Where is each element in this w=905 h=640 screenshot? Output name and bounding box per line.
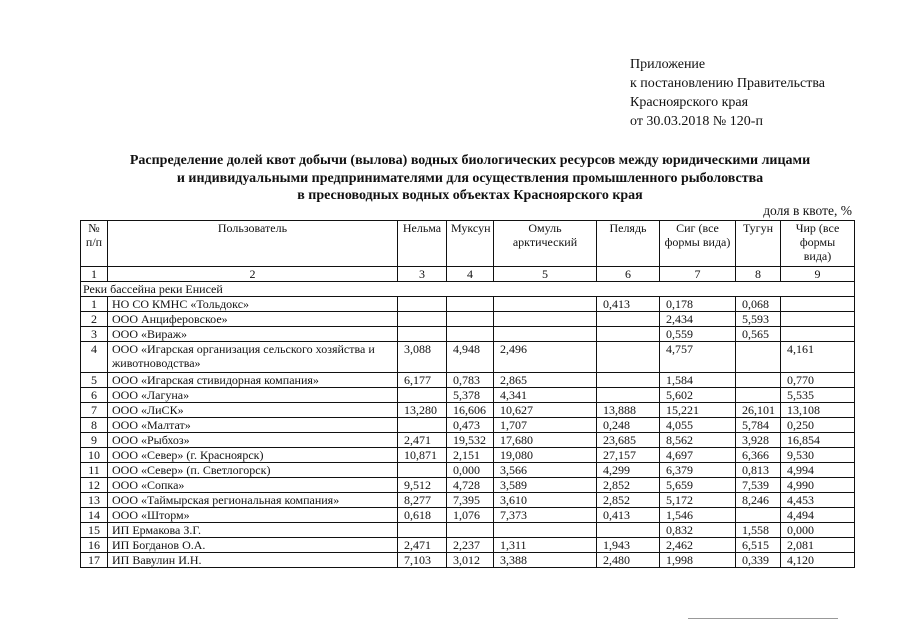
row-muksun: [447, 297, 494, 312]
row-tugun: 3,928: [736, 433, 781, 448]
index-cell: 1: [81, 267, 108, 282]
row-nelma: 0,618: [398, 508, 447, 523]
index-cell: 6: [597, 267, 660, 282]
row-muksun: [447, 327, 494, 342]
section-label: Реки бассейна реки Енисей: [81, 282, 855, 297]
row-omul: 3,566: [494, 463, 597, 478]
row-chir: 4,994: [781, 463, 855, 478]
table-row: [81, 538, 855, 553]
row-nelma: 2,471: [398, 433, 447, 448]
row-user: ООО «Шторм»: [108, 508, 398, 523]
quota-table: [80, 220, 855, 568]
row-user: ООО «Север» (г. Красноярск): [108, 448, 398, 463]
title-line-3: в пресноводных водных объектах Красноярского края: [297, 188, 643, 203]
row-muksun: 0,000: [447, 463, 494, 478]
row-omul: 17,680: [494, 433, 597, 448]
row-peled: 27,157: [597, 448, 660, 463]
row-peled: 13,888: [597, 403, 660, 418]
row-omul: 3,388: [494, 553, 597, 568]
header-tugun: Тугун: [736, 221, 781, 267]
row-user: ИП Вавулин И.Н.: [108, 553, 398, 568]
index-cell: 4: [447, 267, 494, 282]
row-omul: [494, 327, 597, 342]
row-chir: 0,250: [781, 418, 855, 433]
row-omul: [494, 523, 597, 538]
index-cell: 3: [398, 267, 447, 282]
index-cell: 5: [494, 267, 597, 282]
row-num: 16: [81, 538, 108, 553]
row-num: 3: [81, 327, 108, 342]
row-muksun: 0,473: [447, 418, 494, 433]
row-tugun: 0,068: [736, 297, 781, 312]
row-user: ООО «Вираж»: [108, 327, 398, 342]
row-omul: [494, 312, 597, 327]
row-sig: 5,659: [660, 478, 736, 493]
row-tugun: 1,558: [736, 523, 781, 538]
row-sig: 4,697: [660, 448, 736, 463]
index-cell: 2: [108, 267, 398, 282]
row-tugun: 26,101: [736, 403, 781, 418]
title-line-2: и индивидуальными предпринимателями для осуществления промышленного рыболовства: [176, 170, 764, 186]
row-user: ООО «Рыбхоз»: [108, 433, 398, 448]
row-chir: 16,854: [781, 433, 855, 448]
row-user: ООО «Игарская организация сельского хозяйства и животноводства»: [108, 342, 398, 373]
row-user: ООО «Север» (п. Светлогорск): [108, 463, 398, 478]
row-sig: 15,221: [660, 403, 736, 418]
table-row: [81, 388, 855, 403]
table-row: [81, 448, 855, 463]
row-num: 1: [81, 297, 108, 312]
row-tugun: [736, 508, 781, 523]
row-chir: 9,530: [781, 448, 855, 463]
row-tugun: 5,784: [736, 418, 781, 433]
row-muksun: 0,783: [447, 373, 494, 388]
row-tugun: 0,339: [736, 553, 781, 568]
row-user: ООО «Игарская стивидорная компания»: [108, 373, 398, 388]
row-num: 8: [81, 418, 108, 433]
row-omul: 2,865: [494, 373, 597, 388]
row-num: 15: [81, 523, 108, 538]
row-nelma: 6,177: [398, 373, 447, 388]
row-omul: 3,589: [494, 478, 597, 493]
row-tugun: [736, 342, 781, 373]
table-row: [81, 493, 855, 508]
row-tugun: 7,539: [736, 478, 781, 493]
row-chir: 4,494: [781, 508, 855, 523]
index-cell: 7: [660, 267, 736, 282]
appendix-line-1: Приложение: [630, 57, 706, 72]
row-tugun: 5,593: [736, 312, 781, 327]
header-nelma: Нельма: [398, 221, 447, 267]
row-peled: 0,248: [597, 418, 660, 433]
row-muksun: 19,532: [447, 433, 494, 448]
row-peled: 0,413: [597, 297, 660, 312]
row-sig: 8,562: [660, 433, 736, 448]
row-peled: 0,413: [597, 508, 660, 523]
row-omul: 3,610: [494, 493, 597, 508]
index-row: [81, 267, 855, 282]
appendix-line-2: к постановлению Правительства: [630, 76, 826, 91]
row-user: ООО «Сопка»: [108, 478, 398, 493]
row-tugun: 6,366: [736, 448, 781, 463]
row-muksun: 4,948: [447, 342, 494, 373]
row-sig: 1,998: [660, 553, 736, 568]
table-row: [81, 297, 855, 312]
row-muksun: 16,606: [447, 403, 494, 418]
row-peled: 4,299: [597, 463, 660, 478]
row-num: 11: [81, 463, 108, 478]
row-sig: 2,462: [660, 538, 736, 553]
row-tugun: [736, 388, 781, 403]
header-peled: Пелядь: [597, 221, 660, 267]
row-num: 9: [81, 433, 108, 448]
table-row: [81, 342, 855, 373]
row-user: ООО «Лагуна»: [108, 388, 398, 403]
row-peled: [597, 342, 660, 373]
row-sig: 0,178: [660, 297, 736, 312]
row-peled: 23,685: [597, 433, 660, 448]
appendix-line-3: Красноярского края: [630, 95, 749, 110]
row-nelma: 10,871: [398, 448, 447, 463]
table-row: [81, 553, 855, 568]
row-num: 6: [81, 388, 108, 403]
table-row: [81, 373, 855, 388]
row-user: ООО «Малтат»: [108, 418, 398, 433]
row-muksun: [447, 312, 494, 327]
row-tugun: 8,246: [736, 493, 781, 508]
row-nelma: 8,277: [398, 493, 447, 508]
table-row: [81, 463, 855, 478]
table-row: [81, 523, 855, 538]
index-cell: 8: [736, 267, 781, 282]
row-omul: [494, 297, 597, 312]
row-peled: 2,852: [597, 493, 660, 508]
row-omul: 19,080: [494, 448, 597, 463]
row-omul: 4,341: [494, 388, 597, 403]
row-user: НО СО КМНС «Тольдокс»: [108, 297, 398, 312]
row-nelma: [398, 388, 447, 403]
row-tugun: [736, 373, 781, 388]
row-sig: 0,832: [660, 523, 736, 538]
row-omul: 1,311: [494, 538, 597, 553]
header-muksun: Муксун: [447, 221, 494, 267]
row-omul: 1,707: [494, 418, 597, 433]
row-nelma: 7,103: [398, 553, 447, 568]
row-user: ИП Богданов О.А.: [108, 538, 398, 553]
row-sig: 0,559: [660, 327, 736, 342]
row-muksun: 3,012: [447, 553, 494, 568]
row-peled: 1,943: [597, 538, 660, 553]
row-sig: 5,602: [660, 388, 736, 403]
row-num: 12: [81, 478, 108, 493]
row-nelma: 3,088: [398, 342, 447, 373]
document-title: [20, 152, 905, 205]
row-sig: 2,434: [660, 312, 736, 327]
row-chir: [781, 327, 855, 342]
row-sig: 1,546: [660, 508, 736, 523]
row-sig: 4,055: [660, 418, 736, 433]
table-row: [81, 418, 855, 433]
row-nelma: 2,471: [398, 538, 447, 553]
row-num: 14: [81, 508, 108, 523]
table-row: [81, 508, 855, 523]
row-nelma: [398, 463, 447, 478]
row-chir: 0,770: [781, 373, 855, 388]
units-label: доля в квоте, %: [763, 203, 852, 218]
row-muksun: 4,728: [447, 478, 494, 493]
appendix-line-4: от 30.03.2018 № 120-п: [630, 114, 763, 129]
row-nelma: 13,280: [398, 403, 447, 418]
header-sig: Сиг (все формы вида): [660, 221, 736, 267]
row-omul: 10,627: [494, 403, 597, 418]
row-sig: 1,584: [660, 373, 736, 388]
header-omul: Омуль арктический: [494, 221, 597, 267]
row-num: 5: [81, 373, 108, 388]
row-chir: [781, 312, 855, 327]
row-nelma: [398, 312, 447, 327]
row-user: ООО «Таймырская региональная компания»: [108, 493, 398, 508]
row-omul: 7,373: [494, 508, 597, 523]
row-muksun: 5,378: [447, 388, 494, 403]
row-omul: 2,496: [494, 342, 597, 373]
row-nelma: [398, 327, 447, 342]
row-num: 13: [81, 493, 108, 508]
row-nelma: [398, 297, 447, 312]
row-tugun: 0,813: [736, 463, 781, 478]
row-peled: [597, 388, 660, 403]
header-num: № п/п: [81, 221, 108, 267]
row-nelma: [398, 418, 447, 433]
page-footer-line: [688, 618, 838, 635]
row-num: 17: [81, 553, 108, 568]
row-chir: 4,161: [781, 342, 855, 373]
row-user: ООО Анциферовское»: [108, 312, 398, 327]
row-muksun: 2,151: [447, 448, 494, 463]
row-peled: [597, 312, 660, 327]
row-chir: 4,990: [781, 478, 855, 493]
row-sig: 6,379: [660, 463, 736, 478]
title-line-1: Распределение долей квот добычи (вылова) водных биологических ресурсов между юридическими лицами: [129, 153, 811, 168]
section-row: [81, 282, 855, 297]
row-nelma: [398, 523, 447, 538]
row-nelma: 9,512: [398, 478, 447, 493]
row-peled: 2,480: [597, 553, 660, 568]
header-row: [81, 221, 855, 267]
table-row: [81, 312, 855, 327]
table-row: [81, 478, 855, 493]
row-muksun: [447, 523, 494, 538]
row-chir: 4,120: [781, 553, 855, 568]
row-peled: [597, 327, 660, 342]
row-chir: 2,081: [781, 538, 855, 553]
row-muksun: 7,395: [447, 493, 494, 508]
row-chir: 4,453: [781, 493, 855, 508]
row-num: 4: [81, 342, 108, 373]
appendix-block: [630, 55, 890, 131]
row-chir: [781, 297, 855, 312]
table-row: [81, 327, 855, 342]
row-muksun: 1,076: [447, 508, 494, 523]
row-num: 2: [81, 312, 108, 327]
table-row: [81, 433, 855, 448]
row-peled: [597, 523, 660, 538]
row-sig: 5,172: [660, 493, 736, 508]
row-sig: 4,757: [660, 342, 736, 373]
row-peled: [597, 373, 660, 388]
row-muksun: 2,237: [447, 538, 494, 553]
row-num: 10: [81, 448, 108, 463]
row-tugun: 0,565: [736, 327, 781, 342]
table-row: [81, 403, 855, 418]
row-num: 7: [81, 403, 108, 418]
header-chir: Чир (все формы вида): [781, 221, 855, 267]
row-peled: 2,852: [597, 478, 660, 493]
row-user: ООО «ЛиСК»: [108, 403, 398, 418]
header-user: Пользователь: [108, 221, 398, 267]
row-chir: 5,535: [781, 388, 855, 403]
row-chir: 13,108: [781, 403, 855, 418]
row-user: ИП Ермакова З.Г.: [108, 523, 398, 538]
row-tugun: 6,515: [736, 538, 781, 553]
row-chir: 0,000: [781, 523, 855, 538]
index-cell: 9: [781, 267, 855, 282]
